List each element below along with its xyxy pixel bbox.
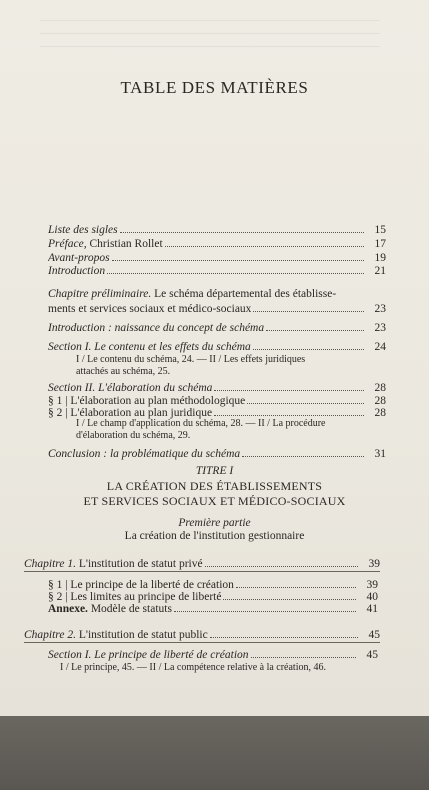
toc-entry-section-2: Section II. L'élaboration du schéma 28 [48, 382, 386, 394]
partie-label: Première partie [178, 517, 251, 529]
toc-entry-chapitre-1: Chapitre 1. L'institution de statut privé 39 [24, 558, 380, 570]
leader-dots [253, 340, 364, 350]
toc-entry-chapitre-1-p2: § 2 | Les limites au principe de liberté 40 [48, 591, 378, 603]
leader-dots [120, 223, 364, 233]
leader-dots [251, 648, 356, 658]
toc-entry-annexe: Annexe. Modèle de statuts 41 [48, 603, 378, 615]
partie-subtitle: La création de l'institution gestionnaire [124, 530, 305, 542]
leader-dots [205, 557, 358, 567]
section-2-detail-line1: I / Le champ d'application du schéma, 28. — II / La procédure [76, 418, 326, 429]
leader-dots [242, 447, 364, 457]
titre-number: TITRE I [195, 465, 234, 477]
toc-entry-chapitre-2: Chapitre 2. L'institution de statut public 45 [24, 629, 380, 641]
show-through-text [40, 14, 380, 54]
toc-entry-section-2-p1: § 1 | L'élaboration au plan méthodologique 28 [48, 395, 386, 407]
section-1-detail-line2: attachés au schéma, 25. [76, 366, 171, 377]
leader-dots [214, 406, 364, 416]
leader-dots [112, 251, 364, 261]
leader-dots [223, 590, 356, 600]
page-title: TABLE DES MATIÈRES [120, 78, 309, 97]
leader-dots [247, 394, 364, 404]
leader-dots [107, 264, 364, 274]
leader-dots [214, 381, 364, 391]
toc-entry-section-1: Section I. Le contenu et les effets du schéma 24 [48, 341, 386, 353]
leader-dots [174, 602, 356, 612]
titre-line1: LA CRÉATION DES ÉTABLISSEMENTS [106, 479, 323, 493]
toc-entry-section-2-p2: § 2 | L'élaboration au plan juridique 28 [48, 407, 386, 419]
toc-entry-intro-naissance: Introduction : naissance du concept de schéma 23 [48, 322, 386, 334]
toc-entry-chapitre-1-p1: § 1 | Le principe de la liberté de création 39 [48, 579, 378, 591]
leader-dots [236, 578, 356, 588]
titre-line2: ET SERVICES SOCIAUX ET MÉDICO-SOCIAUX [83, 494, 346, 508]
chapter-separator [24, 571, 380, 572]
leader-dots [210, 628, 358, 638]
section-1-detail-line1: I / Le contenu du schéma, 24. — II / Les effets juridiques [76, 354, 306, 365]
chapitre-2-detail: I / Le principe, 45. — II / La compétence relative à la création, 46. [60, 662, 326, 673]
chapitre-preliminaire-line1: Chapitre préliminaire. Le schéma départemental des établisse- [48, 288, 337, 300]
toc-entry-avant-propos: Avant-propos 19 [48, 252, 386, 264]
background-surface [0, 716, 429, 790]
toc-entry-conclusion: Conclusion : la problématique du schéma 31 [48, 448, 386, 460]
toc-entry-sigles: Liste des sigles 15 [48, 224, 386, 236]
chapter-separator [24, 642, 380, 643]
section-2-detail-line2: d'élaboration du schéma, 29. [76, 430, 191, 441]
toc-entry-introduction: Introduction 21 [48, 265, 386, 277]
leader-dots [266, 321, 364, 331]
chapitre-preliminaire-line2: ments et services sociaux et médico-sociaux 23 [48, 303, 386, 315]
toc-entry-preface: Préface, Christian Rollet 17 [48, 238, 386, 250]
toc-entry-chapitre-2-section-1: Section I. Le principe de liberté de création 45 [48, 649, 378, 661]
leader-dots [165, 237, 364, 247]
leader-dots [253, 302, 364, 312]
